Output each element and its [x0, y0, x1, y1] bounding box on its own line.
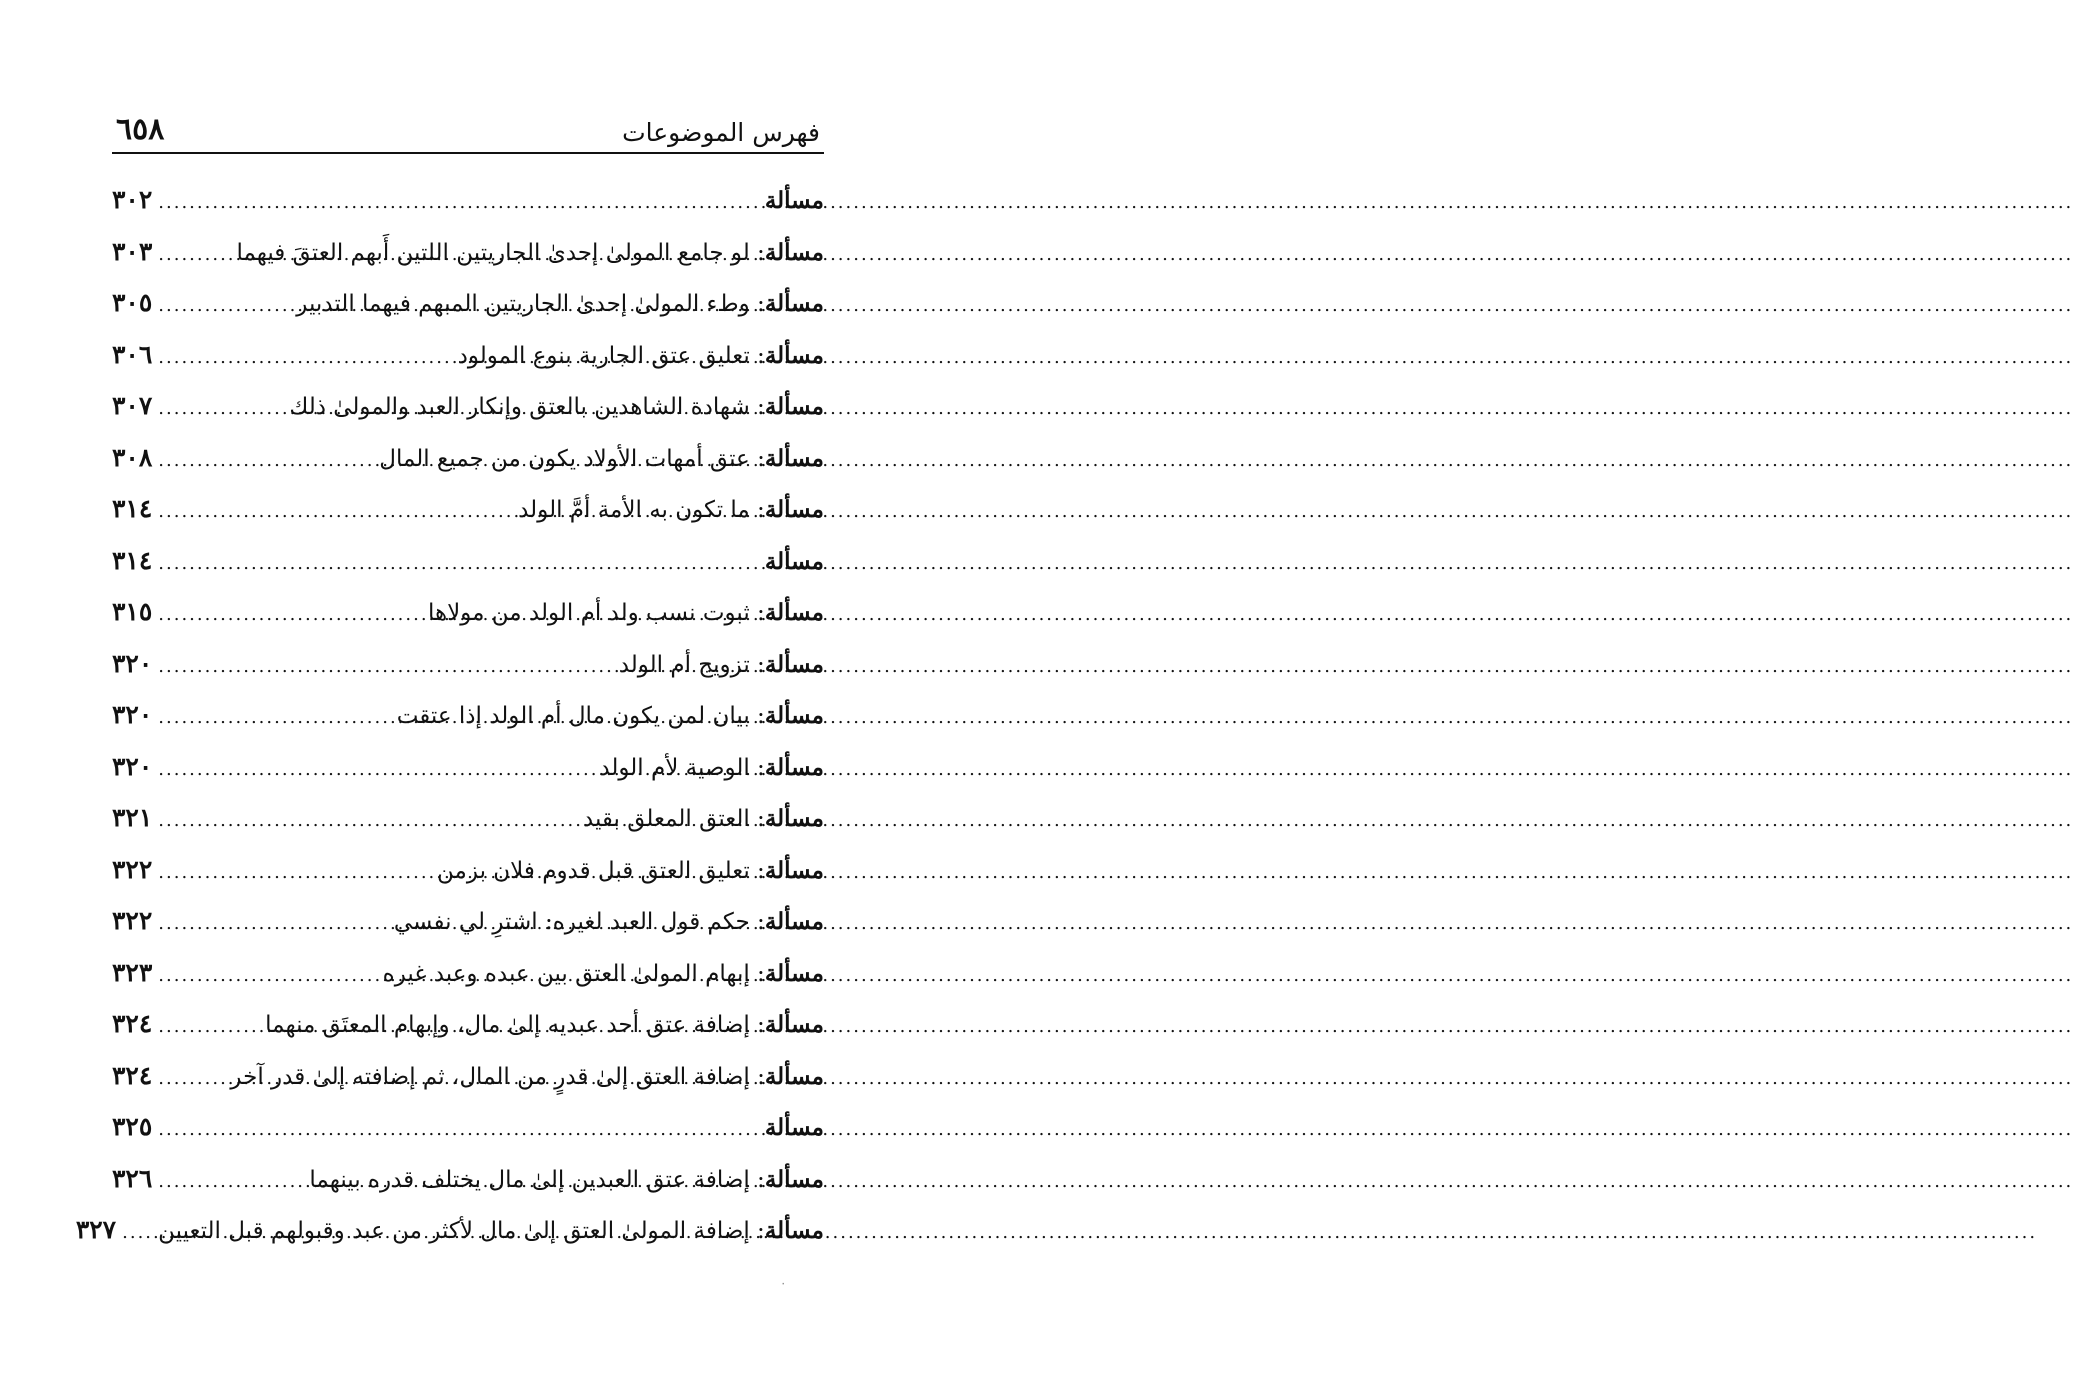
toc-entry-text: : تزويج أم الولد	[618, 651, 765, 678]
toc-entry	[112, 226, 824, 278]
toc-entry-page: ٣٢٣	[112, 957, 153, 987]
dot-leader	[158, 641, 612, 693]
dot-leader	[158, 744, 593, 796]
toc-entry-label: مسألة	[764, 908, 824, 935]
toc-entry-page: ٣٢٠	[112, 700, 153, 729]
toc-entry	[112, 1101, 824, 1153]
toc-entry-label: مسألة	[764, 187, 824, 214]
toc-entry	[112, 792, 824, 844]
toc-entry-label: مسألة	[764, 444, 824, 472]
toc-entry-label: مسألة	[764, 1165, 824, 1193]
toc-entry-text: : وطء المولىٰ إحدىٰ الجاريتين المبهم فيهما التدبير	[296, 291, 765, 317]
toc-entry	[112, 689, 824, 741]
toc-entry-label: مسألة	[764, 1217, 824, 1244]
toc-entry-label: مسألة	[764, 1114, 824, 1141]
page-title: فهرس الموضوعات	[622, 118, 820, 147]
toc-entry-label: مسألة	[764, 702, 824, 729]
dot-leader	[158, 692, 390, 744]
toc-entry-label: مسألة	[764, 599, 824, 626]
toc-entry-text: : عتق أمهات الأولاد يكون من جميع المال	[379, 445, 765, 472]
toc-entry-page: ٣٢٦	[112, 1163, 153, 1193]
dot-leader	[158, 332, 451, 384]
toc-entry-text: : ما تكون به الأمة أمَّ الولد	[518, 497, 765, 523]
toc-entry	[112, 380, 824, 432]
dot-leader	[158, 229, 230, 281]
toc-entry-label: مسألة	[764, 805, 824, 832]
toc-entry-text: : إضافة عتق العبدين إلىٰ مال يختلف قدره بينهما	[309, 1166, 765, 1193]
dot-leader	[158, 950, 376, 1002]
toc-entry-page: ٣١٤	[112, 545, 153, 575]
toc-entry	[112, 535, 824, 587]
toc-entry-page: ٣٢٤	[112, 1060, 153, 1090]
toc-entry-text: : العتق المعلق بقيد	[582, 806, 765, 832]
footer-mark: ٠	[780, 1276, 787, 1290]
toc-entry-label: مسألة	[764, 650, 824, 678]
toc-entry	[112, 483, 824, 535]
toc-entry	[112, 586, 824, 638]
toc-entry-page: ٣٢٤	[112, 1009, 153, 1038]
toc-entry-page: ٣٢١	[112, 803, 153, 832]
toc-entry-text: : إضافة المولىٰ العتق إلىٰ مال لأكثر من عبد وقبولهم قبل التعيين	[158, 1218, 765, 1244]
toc-entry-page: ٣٠٣	[112, 236, 153, 266]
dot-leader	[158, 1001, 259, 1053]
dot-leader	[158, 898, 388, 950]
toc-entry	[75, 1204, 824, 1256]
toc-entry	[112, 844, 824, 896]
dot-leader	[158, 1104, 759, 1156]
toc-entry-label: مسألة	[764, 341, 824, 369]
dot-leader	[158, 538, 759, 590]
toc-entry-label: مسألة	[764, 496, 824, 523]
dot-leader	[158, 280, 290, 332]
dot-leader	[158, 435, 373, 487]
running-header	[112, 108, 824, 154]
toc-entry	[112, 741, 824, 793]
toc-entry-label: مسألة	[764, 1011, 824, 1038]
page-number: ٦٥٨	[116, 112, 165, 147]
toc-entry	[112, 277, 824, 329]
dot-leader	[158, 1053, 224, 1105]
dot-leader	[158, 847, 431, 899]
dot-leader	[158, 795, 577, 847]
toc-entry-text: : حكم قول العبد لغيره: اشترِ لي نفسي	[393, 909, 765, 935]
toc-entry	[112, 432, 824, 484]
toc-entry-label: مسألة	[764, 959, 824, 987]
toc-entry-page: ٣١٥	[112, 597, 153, 626]
toc-entry-page: ٣٠٦	[112, 339, 153, 369]
dot-leader	[158, 383, 283, 435]
dot-leader	[158, 589, 422, 641]
toc-entry-page: ٣١٤	[112, 494, 153, 523]
table-of-contents	[75, 174, 824, 1256]
toc-entry-page: ٣٢٢	[112, 854, 153, 884]
toc-entry-label: مسألة	[764, 547, 824, 575]
toc-entry-label: مسألة	[764, 856, 824, 884]
toc-entry-page: ٣٢٥	[112, 1112, 153, 1141]
toc-entry-text: : الوصية لأم الولد	[599, 754, 765, 781]
dot-leader	[122, 1207, 152, 1259]
toc-entry	[112, 638, 824, 690]
toc-entry-label: مسألة	[764, 753, 824, 781]
toc-entry	[112, 998, 824, 1050]
toc-entry-page: ٣٠٨	[112, 442, 153, 472]
dot-leader	[158, 177, 759, 229]
toc-entry-page: ٣٢٠	[112, 648, 153, 678]
dot-leader	[158, 1156, 303, 1208]
toc-entry-label: مسألة	[764, 393, 824, 420]
toc-entry-text: : تعليق عتق الجارية بنوع المولود	[457, 342, 765, 369]
header-rule	[112, 152, 824, 154]
toc-entry	[112, 895, 824, 947]
toc-entry-page: ٣٠٢	[112, 185, 153, 214]
toc-entry-page: ٣٢٧	[75, 1215, 117, 1244]
toc-entry-page: ٣٢٢	[112, 906, 153, 935]
dot-leader	[158, 486, 512, 538]
toc-entry-page: ٣٢٠	[112, 751, 153, 781]
toc-entry-text: : شهادة الشاهدين بالعتق وإنكار العبد والمولىٰ ذلك	[289, 394, 765, 420]
toc-entry-label: مسألة	[764, 1062, 824, 1090]
toc-entry-label: مسألة	[764, 238, 824, 266]
toc-entry	[112, 947, 824, 999]
toc-entry	[112, 329, 824, 381]
toc-entry-text: : إضافة العتق إلىٰ قدرٍ من المال، ثم إضافته إلىٰ قدر آخر	[230, 1063, 765, 1090]
toc-entry-page: ٣٠٧	[112, 391, 153, 420]
toc-entry-text: : بيان لمن يكون مال أم الولد إذا عتقت	[396, 703, 765, 729]
toc-entry-text: : إضافة عتق أحد عبديه إلىٰ مال، وإبهام المعتَق منهما	[265, 1012, 765, 1038]
toc-entry-text: : إبهام المولىٰ العتق بين عبده وعبد غيره	[382, 960, 765, 987]
toc-entry-text: : لو جامع المولىٰ إحدىٰ الجاريتين اللتين أَبهم العتقَ فيهما	[236, 239, 765, 266]
toc-entry	[112, 1050, 824, 1102]
toc-entry-text: : تعليق العتق قبل قدوم فلان بزمن	[437, 857, 765, 884]
toc-entry	[112, 1153, 824, 1205]
toc-entry	[112, 174, 824, 226]
toc-entry-label: مسألة	[764, 290, 824, 317]
toc-entry-page: ٣٠٥	[112, 288, 153, 317]
toc-entry-text: : ثبوت نسب ولد أم الولد من مولاها	[428, 600, 765, 626]
